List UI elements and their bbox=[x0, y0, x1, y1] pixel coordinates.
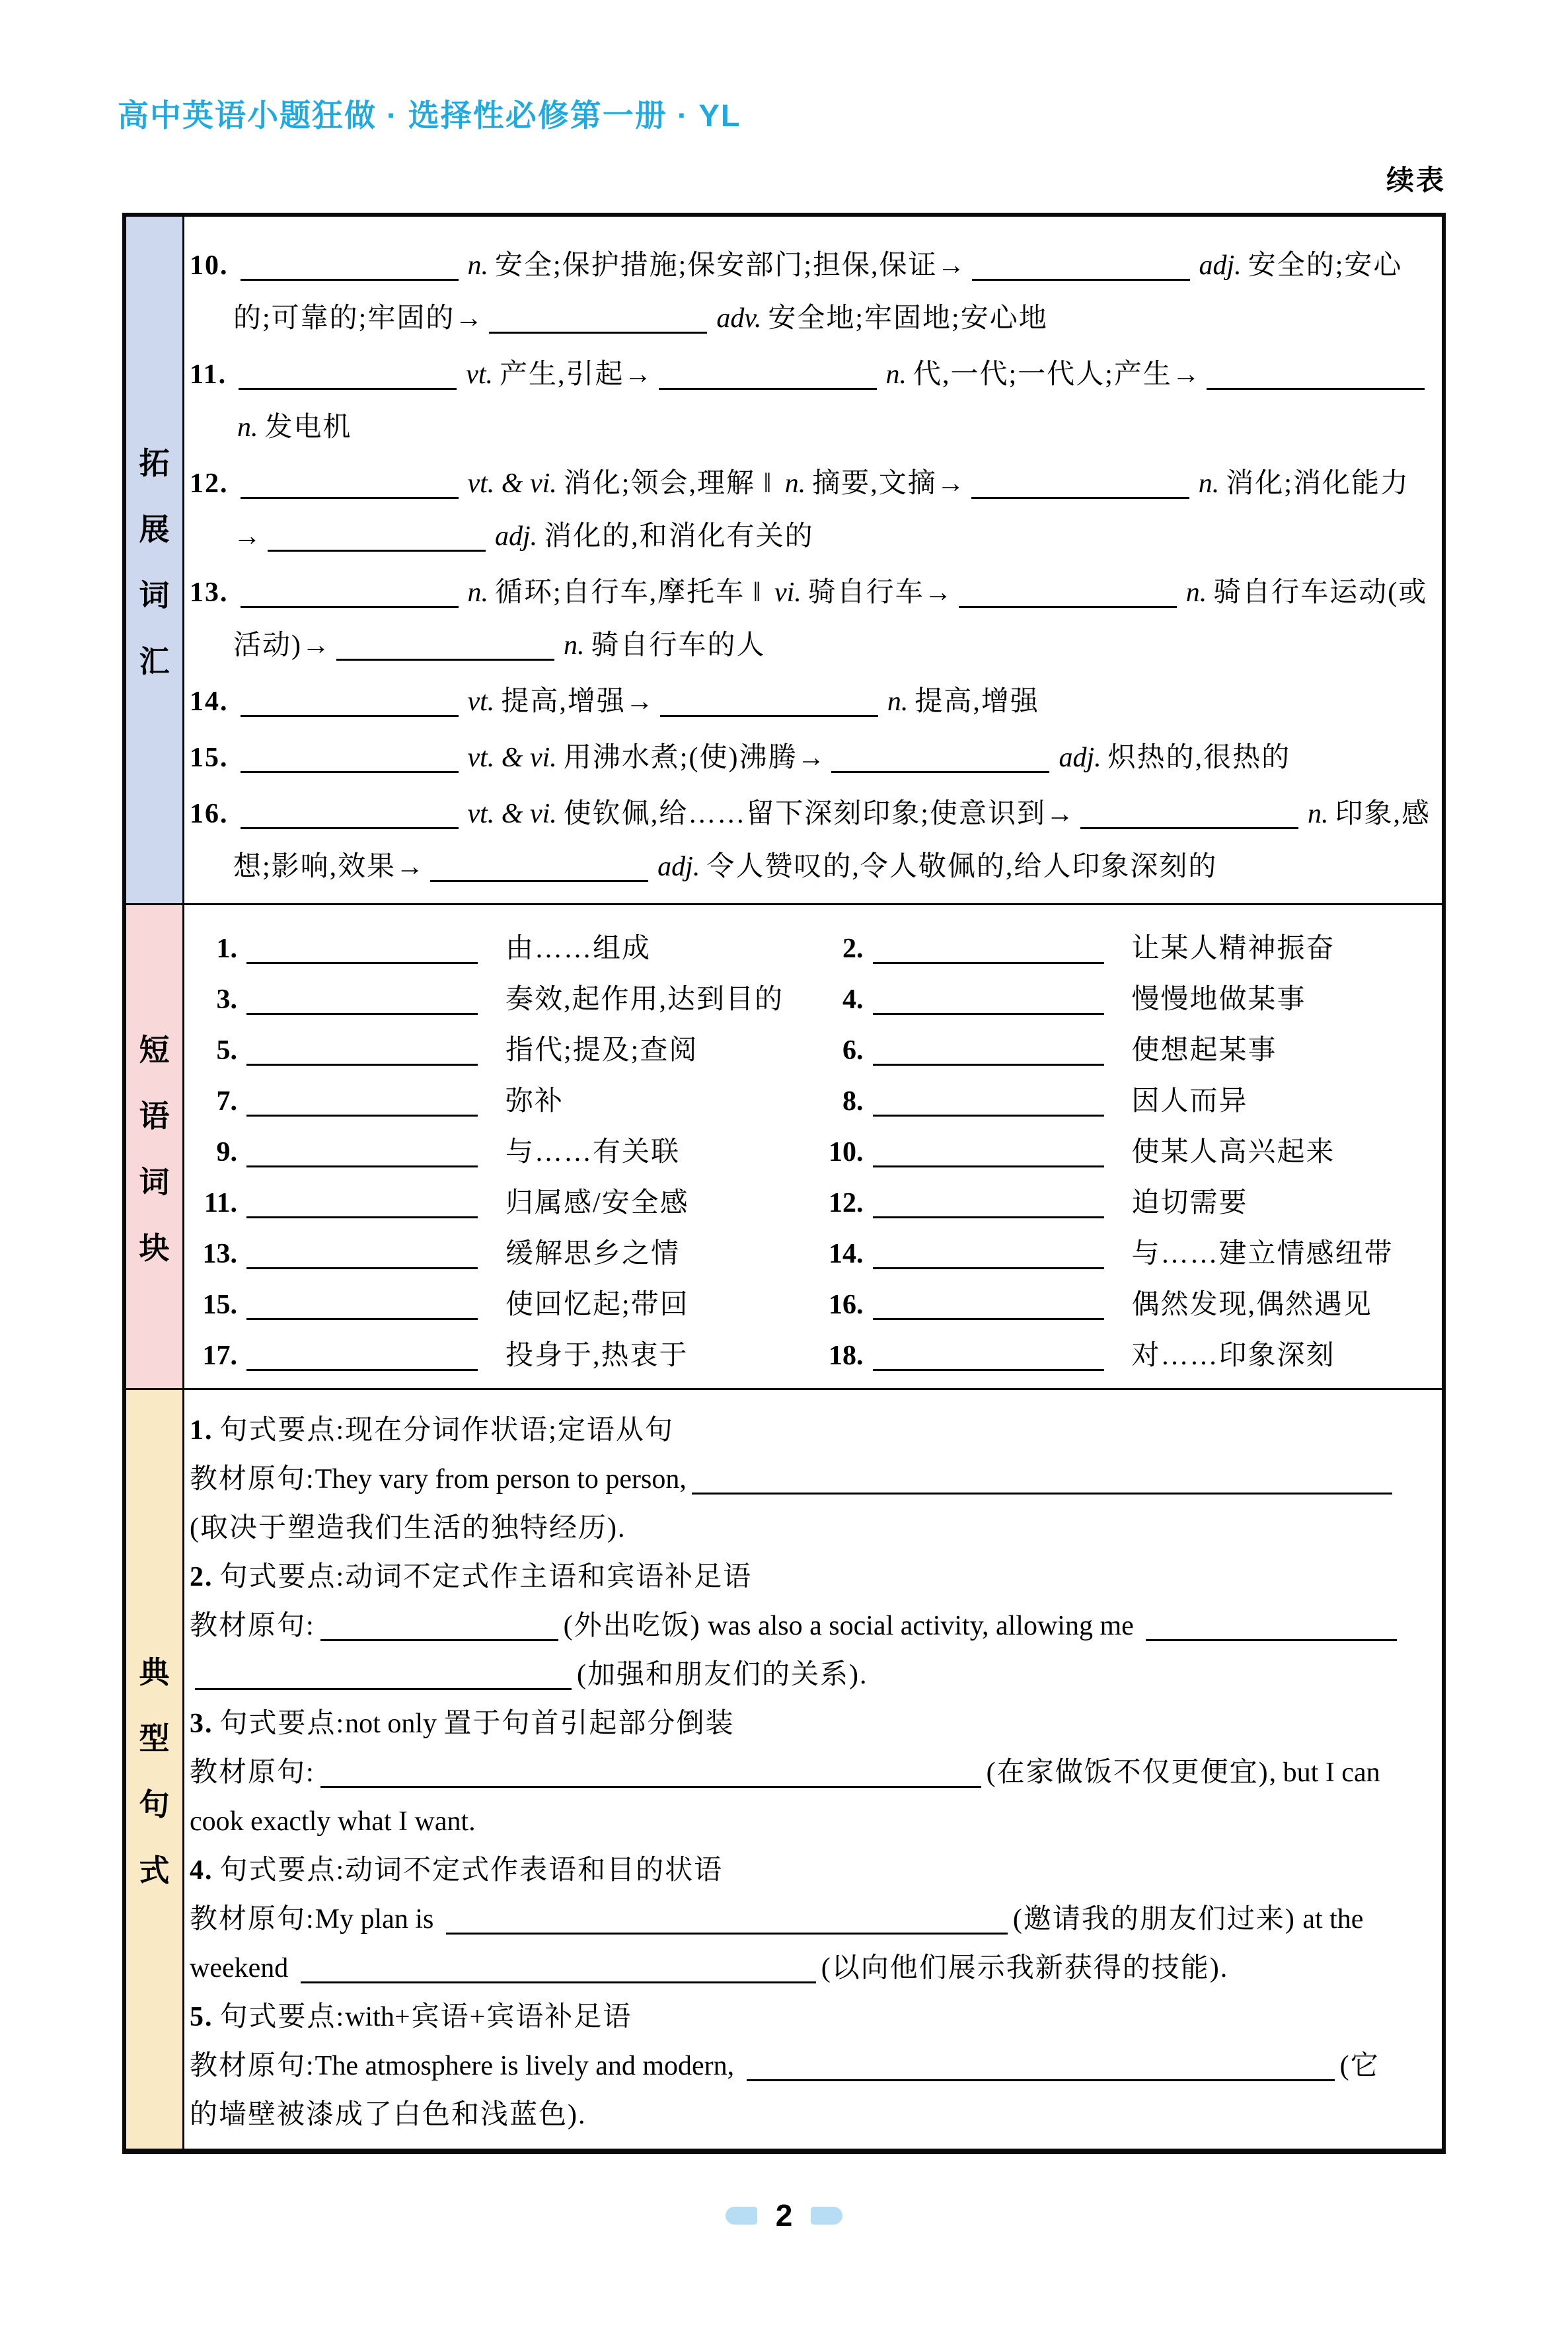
item-number: 17. bbox=[202, 1341, 237, 1371]
definition-text: 的墙壁被漆成了白色和浅蓝色). bbox=[190, 2100, 587, 2130]
pattern-point-line bbox=[190, 1406, 1431, 1455]
continued-table-label: 续表 bbox=[1386, 165, 1446, 196]
pattern-sentence-line bbox=[190, 1602, 1431, 1699]
blank-line bbox=[873, 1190, 1104, 1218]
definition-text: 句式要点:动词不定式作主语和宾语补足语 bbox=[219, 1562, 753, 1592]
part-of-speech-label: n. bbox=[237, 412, 258, 443]
part-of-speech-label: n. bbox=[564, 630, 585, 661]
phrase-item bbox=[816, 1076, 1442, 1127]
blank-line bbox=[873, 1088, 1104, 1117]
blank-line bbox=[246, 1088, 478, 1117]
phrase-item bbox=[816, 924, 1442, 975]
phrase-item bbox=[190, 1127, 816, 1178]
sidebar-label-char: 典 bbox=[139, 1655, 170, 1689]
blank-line bbox=[446, 1906, 1008, 1935]
phrase-definition: 使想起某事 bbox=[1131, 1035, 1277, 1066]
blank-line bbox=[241, 252, 459, 281]
phrase-item bbox=[190, 924, 816, 975]
sentence-source-label: 教材原句: bbox=[190, 2051, 315, 2081]
blank-line bbox=[692, 1466, 1392, 1495]
definition-text: 炽热的,很热的 bbox=[1107, 743, 1291, 773]
definition-text: 产生,引起→ bbox=[500, 359, 653, 390]
item-number: 3. bbox=[216, 984, 237, 1015]
blank-line bbox=[320, 1613, 558, 1641]
phrase-definition: 使回忆起;带回 bbox=[505, 1290, 689, 1320]
footer-right-pill-icon bbox=[811, 2207, 842, 2225]
sentence-source-label: 教材原句: bbox=[190, 1757, 315, 1788]
phrase-definition: 与……建立情感纽带 bbox=[1131, 1239, 1394, 1269]
part-of-speech-label: n. bbox=[784, 468, 806, 499]
definition-text: 安全的;安心的;可靠的;牢固的→ bbox=[233, 250, 1403, 334]
definition-text: 提高,增强→ bbox=[501, 686, 655, 717]
blank-line bbox=[246, 936, 478, 964]
item-number: 4. bbox=[190, 1855, 213, 1886]
phrase-item bbox=[816, 1178, 1442, 1229]
item-number: 4. bbox=[842, 984, 864, 1015]
part-of-speech-label: adj. bbox=[1059, 743, 1101, 773]
item-number: 8. bbox=[842, 1086, 864, 1117]
vocab-item bbox=[190, 457, 1431, 563]
sentence-source-label: 教材原句: bbox=[190, 1611, 315, 1641]
definition-text: (邀请我的朋友们过来) bbox=[1012, 1904, 1296, 1935]
phrase-item bbox=[190, 1178, 816, 1229]
blank-line bbox=[873, 1037, 1104, 1066]
blank-line bbox=[241, 745, 459, 773]
section-phrases bbox=[126, 905, 1442, 1390]
sentence-source-label: 教材原句: bbox=[190, 1464, 315, 1495]
definition-text: 摘要,文摘→ bbox=[812, 468, 966, 499]
section-vocab bbox=[126, 217, 1442, 905]
phrase-item bbox=[816, 1280, 1442, 1331]
definition-text: (它 bbox=[1339, 2051, 1380, 2081]
english-text: The atmosphere is lively and modern, bbox=[315, 2051, 741, 2081]
section-patterns-sidebar bbox=[126, 1390, 184, 2149]
part-of-speech-label: n. bbox=[887, 686, 909, 717]
phrase-definition: 缓解思乡之情 bbox=[505, 1239, 681, 1269]
pattern-sentence-line bbox=[190, 1455, 1431, 1553]
part-of-speech-label: vt. & vi. bbox=[467, 743, 557, 773]
item-number: 13. bbox=[190, 577, 229, 608]
blank-line bbox=[1207, 361, 1425, 390]
blank-line bbox=[241, 470, 459, 499]
sentence-source-label: 教材原句: bbox=[190, 1904, 315, 1935]
vocab-item bbox=[190, 348, 1431, 454]
definition-text: 安全地;牢固地;安心地 bbox=[768, 303, 1048, 334]
definition-text: 句式要点: bbox=[219, 2002, 346, 2032]
blank-line bbox=[246, 986, 478, 1015]
part-of-speech-label: vt. & vi. bbox=[467, 799, 557, 829]
sidebar-label-char: 展 bbox=[139, 511, 170, 546]
item-number: 13. bbox=[202, 1239, 237, 1269]
section-vocab-content bbox=[184, 217, 1442, 903]
phrase-definition: 慢慢地做某事 bbox=[1131, 984, 1306, 1015]
blank-line bbox=[320, 1759, 981, 1788]
main-table bbox=[122, 213, 1446, 2154]
blank-line bbox=[246, 1292, 478, 1320]
blank-line bbox=[268, 523, 486, 552]
item-number: 15. bbox=[190, 743, 229, 773]
blank-line bbox=[489, 305, 707, 334]
phrase-definition: 由……组成 bbox=[505, 934, 652, 964]
pattern-sentence-line bbox=[190, 1748, 1431, 1846]
definition-text: 代,一代;一代人;产生→ bbox=[913, 359, 1201, 390]
phrase-item bbox=[816, 1331, 1442, 1382]
definition-text: 消化的,和消化有关的 bbox=[544, 521, 814, 552]
phrase-item bbox=[816, 975, 1442, 1025]
item-number: 2. bbox=[842, 934, 864, 964]
item-number: 18. bbox=[829, 1341, 864, 1371]
item-number: 6. bbox=[842, 1035, 864, 1066]
phrase-item bbox=[190, 975, 816, 1025]
blank-line bbox=[971, 470, 1189, 499]
part-of-speech-label: n. bbox=[1198, 468, 1220, 499]
part-of-speech-label: n. bbox=[467, 577, 488, 608]
item-number: 14. bbox=[190, 686, 229, 717]
item-number: 3. bbox=[190, 1709, 213, 1739]
phrase-definition: 因人而异 bbox=[1131, 1086, 1248, 1117]
definition-text: (加强和朋友们的关系). bbox=[577, 1660, 868, 1690]
part-of-speech-label: vi. bbox=[774, 577, 802, 608]
definition-text: 骑自行车的人 bbox=[591, 630, 766, 661]
blank-line bbox=[1080, 801, 1298, 829]
english-text: not only bbox=[345, 1709, 444, 1739]
phrase-item bbox=[190, 1280, 816, 1331]
blank-line bbox=[195, 1662, 572, 1690]
phrase-definition: 奏效,起作用,达到目的 bbox=[505, 984, 784, 1015]
item-number: 11. bbox=[204, 1188, 237, 1218]
blank-line bbox=[241, 579, 459, 608]
blank-line bbox=[336, 632, 554, 661]
phrase-item bbox=[816, 1229, 1442, 1280]
section-patterns bbox=[126, 1390, 1442, 2149]
definition-text: 使钦佩,给……留下深刻印象;使意识到→ bbox=[563, 799, 1075, 829]
blank-line bbox=[873, 936, 1104, 964]
part-of-speech-label: n. bbox=[1185, 577, 1207, 608]
phrase-definition: 投身于,热衷于 bbox=[505, 1341, 689, 1371]
blank-line bbox=[873, 986, 1104, 1015]
item-number: 11. bbox=[190, 359, 227, 390]
part-of-speech-label: n. bbox=[1307, 799, 1329, 829]
blank-line bbox=[246, 1241, 478, 1269]
definition-text: 置于句首引起部分倒装 bbox=[443, 1709, 735, 1739]
item-number: 12. bbox=[190, 468, 229, 499]
phrase-item bbox=[190, 1076, 816, 1127]
definition-text: 消化;领会,理解 ‖ bbox=[563, 468, 781, 499]
part-of-speech-label: n. bbox=[885, 359, 907, 390]
phrase-item bbox=[190, 1025, 816, 1076]
item-number: 1. bbox=[216, 934, 237, 964]
pattern-point-line bbox=[190, 1553, 1431, 1602]
pattern-point-line bbox=[190, 1699, 1431, 1748]
vocab-item bbox=[190, 731, 1431, 784]
part-of-speech-label: adj. bbox=[657, 852, 700, 882]
english-text: My plan is bbox=[315, 1904, 441, 1935]
blank-line bbox=[873, 1343, 1104, 1371]
blank-line bbox=[430, 854, 648, 882]
blank-line bbox=[301, 1955, 816, 1983]
page-number: 2 bbox=[775, 2198, 793, 2233]
sidebar-label-char: 句 bbox=[139, 1787, 170, 1822]
sidebar-label-char: 词 bbox=[139, 577, 170, 612]
item-number: 5. bbox=[216, 1035, 237, 1066]
pattern-sentence-line bbox=[190, 2042, 1431, 2139]
book-title: 高中英语小题狂做 · 选择性必修第一册 · YL bbox=[118, 98, 741, 133]
blank-line bbox=[660, 688, 878, 717]
pattern-point-line bbox=[190, 1846, 1431, 1895]
blank-line bbox=[747, 2053, 1335, 2081]
phrase-definition: 让某人精神振奋 bbox=[1131, 934, 1335, 964]
pattern-sentence-line bbox=[190, 1895, 1431, 1993]
english-text: with bbox=[345, 2002, 394, 2032]
sidebar-label-char: 拓 bbox=[139, 445, 170, 480]
definition-text: 安全;保护措施;保安部门;担保,保证→ bbox=[495, 250, 967, 281]
definition-text: (在家做饭不仅更便宜) bbox=[986, 1757, 1269, 1788]
definition-text: 骑自行车运动(或活动)→ bbox=[233, 577, 1428, 661]
item-number: 14. bbox=[829, 1239, 864, 1269]
definition-text: 用沸水煮;(使)沸腾→ bbox=[563, 743, 827, 773]
phrase-definition: 对……印象深刻 bbox=[1131, 1341, 1335, 1371]
blank-line bbox=[241, 688, 459, 717]
blank-line bbox=[659, 361, 877, 390]
item-number: 16. bbox=[190, 799, 229, 829]
phrase-item bbox=[190, 1229, 816, 1280]
blank-line bbox=[831, 745, 1049, 773]
item-number: 10. bbox=[190, 250, 229, 281]
vocab-item bbox=[190, 239, 1431, 345]
blank-line bbox=[1146, 1613, 1397, 1641]
item-number: 1. bbox=[190, 1415, 213, 1446]
definition-text: 提高,增强 bbox=[915, 686, 1039, 717]
blank-line bbox=[873, 1292, 1104, 1320]
item-number: 15. bbox=[202, 1290, 237, 1320]
english-text: weekend bbox=[190, 1953, 295, 1983]
blank-line bbox=[873, 1241, 1104, 1269]
definition-text: (取决于塑造我们生活的独特经历). bbox=[190, 1513, 626, 1543]
part-of-speech-label: adj. bbox=[1199, 250, 1242, 281]
section-phrases-content bbox=[184, 905, 1442, 1388]
footer-left-pill-icon bbox=[726, 2207, 757, 2225]
phrase-item bbox=[816, 1025, 1442, 1076]
item-number: 7. bbox=[216, 1086, 237, 1117]
sentence-pattern-item bbox=[190, 1699, 1431, 1846]
definition-text: 发电机 bbox=[264, 412, 352, 443]
definition-text: 令人赞叹的,令人敬佩的,给人印象深刻的 bbox=[706, 852, 1218, 882]
vocab-item bbox=[190, 675, 1431, 728]
english-text: was also a social activity, allowing me bbox=[700, 1611, 1141, 1641]
item-number: 9. bbox=[216, 1137, 237, 1167]
vocab-item bbox=[190, 566, 1431, 672]
definition-text: 消化;消化能力→ bbox=[233, 468, 1409, 552]
definition-text: 循环;自行车,摩托车 ‖ bbox=[495, 577, 770, 608]
blank-line bbox=[239, 361, 457, 390]
sidebar-label-char: 型 bbox=[139, 1721, 170, 1755]
section-patterns-content bbox=[184, 1390, 1442, 2149]
sidebar-label-char: 词 bbox=[139, 1164, 170, 1199]
phrase-definition: 与……有关联 bbox=[505, 1137, 681, 1167]
sentence-pattern-item bbox=[190, 1846, 1431, 1993]
part-of-speech-label: vt. & vi. bbox=[467, 468, 557, 499]
sentence-pattern-item bbox=[190, 1553, 1431, 1699]
definition-text: 句式要点:现在分词作状语;定语从句 bbox=[219, 1415, 674, 1446]
sidebar-label-char: 汇 bbox=[139, 644, 170, 679]
item-number: 5. bbox=[190, 2002, 213, 2032]
definition-text: (外出吃饭) bbox=[563, 1611, 701, 1641]
item-number: 16. bbox=[829, 1290, 864, 1320]
phrase-grid bbox=[190, 924, 1442, 1382]
definition-text: 骑自行车→ bbox=[807, 577, 953, 608]
blank-line bbox=[959, 579, 1177, 608]
phrase-item bbox=[816, 1127, 1442, 1178]
definition-text: +宾语+宾语补足语 bbox=[394, 2002, 632, 2032]
sentence-pattern-item bbox=[190, 1993, 1431, 2139]
phrase-definition: 指代;提及;查阅 bbox=[505, 1035, 698, 1066]
definition-text: 句式要点:动词不定式作表语和目的状语 bbox=[219, 1855, 724, 1886]
blank-line bbox=[246, 1037, 478, 1066]
phrase-definition: 迫切需要 bbox=[1131, 1188, 1248, 1218]
blank-line bbox=[972, 252, 1190, 281]
english-text: , but I can bbox=[1269, 1757, 1380, 1788]
blank-line bbox=[873, 1139, 1104, 1167]
phrase-item bbox=[190, 1331, 816, 1382]
sentence-pattern-item bbox=[190, 1406, 1431, 1553]
blank-line bbox=[246, 1343, 478, 1371]
definition-text: 印象,感想;影响,效果→ bbox=[233, 799, 1431, 882]
section-vocab-sidebar bbox=[126, 217, 184, 903]
part-of-speech-label: adj. bbox=[495, 521, 538, 552]
pattern-point-line bbox=[190, 1993, 1431, 2042]
blank-line bbox=[241, 801, 459, 829]
sidebar-label-char: 式 bbox=[139, 1853, 170, 1888]
phrase-definition: 偶然发现,偶然遇见 bbox=[1131, 1290, 1373, 1320]
english-text: They vary from person to person, bbox=[315, 1464, 687, 1495]
blank-line bbox=[246, 1190, 478, 1218]
phrase-definition: 弥补 bbox=[505, 1086, 564, 1117]
section-phrases-sidebar bbox=[126, 905, 184, 1388]
sidebar-label-char: 语 bbox=[139, 1098, 170, 1133]
phrase-definition: 归属感/安全感 bbox=[505, 1188, 689, 1218]
sidebar-label-char: 块 bbox=[139, 1230, 170, 1265]
part-of-speech-label: adv. bbox=[716, 303, 762, 334]
sidebar-label-char: 短 bbox=[139, 1032, 170, 1067]
definition-text: 句式要点: bbox=[219, 1709, 346, 1739]
english-text: cook exactly what I want. bbox=[190, 1806, 476, 1837]
item-number: 2. bbox=[190, 1562, 213, 1592]
page-footer bbox=[0, 2200, 1568, 2231]
part-of-speech-label: vt. bbox=[467, 686, 495, 717]
part-of-speech-label: n. bbox=[467, 250, 488, 281]
item-number: 10. bbox=[829, 1137, 864, 1167]
definition-text: (以向他们展示我新获得的技能). bbox=[821, 1953, 1229, 1983]
item-number: 12. bbox=[829, 1188, 864, 1218]
phrase-definition: 使某人高兴起来 bbox=[1131, 1137, 1335, 1167]
blank-line bbox=[246, 1139, 478, 1167]
english-text: at the bbox=[1295, 1904, 1364, 1935]
vocab-item bbox=[190, 788, 1431, 893]
part-of-speech-label: vt. bbox=[466, 359, 493, 390]
